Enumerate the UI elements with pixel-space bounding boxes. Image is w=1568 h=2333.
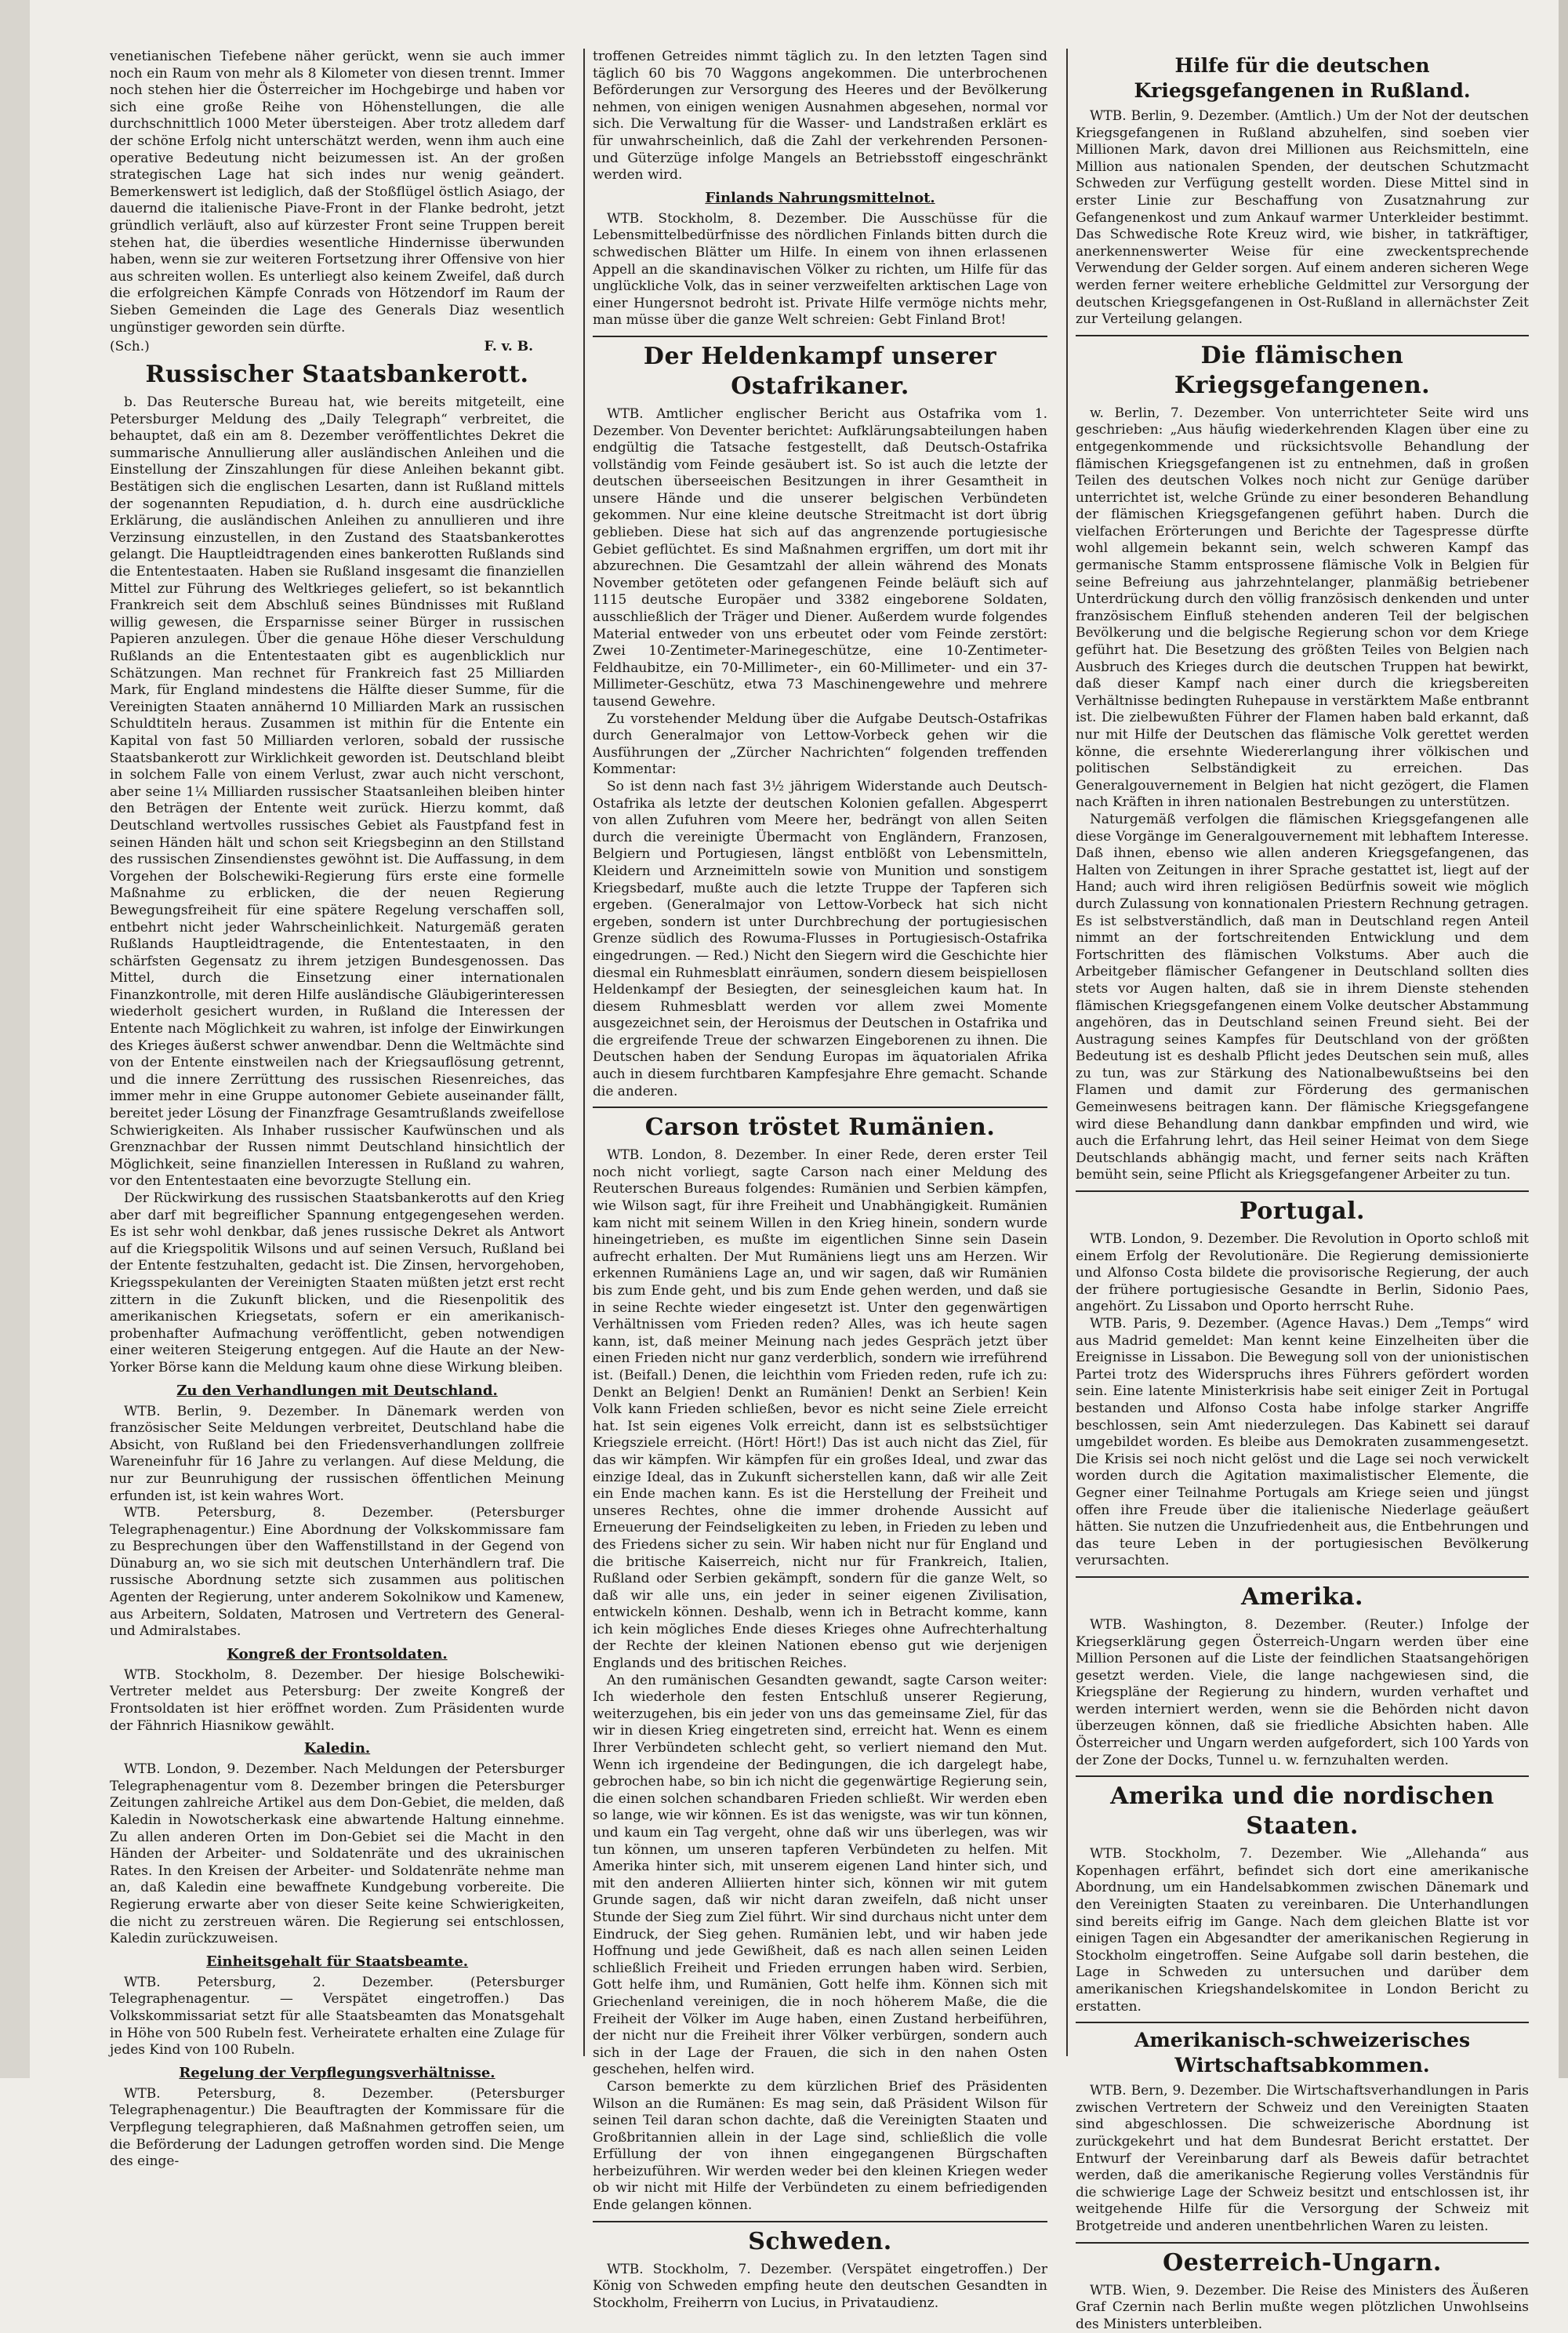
article-paragraph: WTB. Stockholm, 7. Dezember. Wie „Allehanda“ aus Kopenhagen erfährt, befindet sich dort eine amerikanische Abordnung, um ein Handelsabkommen zwischen Dänemark und den Vereinigten Staaten zu vereinbaren. Die Unterhandlungen sind bereits eifrig im Gange. Nach dem gleichen Blatte ist vor einigen Tagen ein Abgesandter der amerikanischen Regierung in Stockholm eingetroffen. Seine Aufgabe soll darin bestehen, die Lage in Schweden zu untersuchen und darüber dem amerikanischen Kriegshandelskomitee in London Bericht zu erstatten. (1076, 1846, 1529, 2015)
headline-swiss-agreement: Amerikanisch-schweizerisches Wirtschaftsabkommen. (1134, 2029, 1471, 2077)
article-paragraph: WTB. London, 8. Dezember. In einer Rede, deren erster Teil noch nicht vorliegt, sagte Carson nach einer Meldung des Reuterschen Bureaus folgendes: Rumänien und Serbien kämpfen, wie Wilson sagt, für ihre Freiheit und Unabhängigkeit. Rumänien kam nicht mit seinem Willen in den Krieg hinein, sondern wurde hineingetrieben, es mußte im eigentlichen Sinne sein Dasein aufrecht erhalten. Der Mut Rumäniens liegt uns am Herzen. Wir erkennen Rumäniens Lage an, und wir sagen, daß wir Rumänien bis zum Ende geht, und bis zum Ende gehen werden, und daß sie in seine Rechte wieder eingesetzt ist. Unter den gegenwärtigen Verhältnissen vom Frieden reden? Alles, was ich heute sagen kann, ist, daß meiner Meinung nach jedes Gespräch jetzt über einen Frieden nicht nur ganz verderblich, sondern wie irreführend ist. (Beifall.) Denen, die leichthin vom Frieden reden, rufe ich zu: Denkt an Belgien! Denkt an Rumänien! Denkt an Serbien! Kein Volk kann Frieden schließen, bevor es nicht seine Ziele erreicht hat. Ist sein eigenes Volk erreicht, dann ist es selbstsüchtiger Kriegsziele erreicht. (Hört! Hört!) Das ist auch nicht das Ziel, für das wir kämpfen. Wir kämpfen für ein großes Ideal, und zwar das einzige Ideal, das in Zukunft sicherstellen kann, daß wir alle Zeit ein Ende machen kann. Es ist die Herstellung der Freiheit und unseres Rechtes, ohne die immer drohende Aussicht auf Erneuerung der Feindseligkeiten zu leben, in Frieden zu leben und des Friedens sicher zu sein. Wir haben nicht nur für England und die britische Kaiserreich, nicht nur für Frankreich, Italien, Rußland oder Serbien gekämpft, sondern für die ganze Welt, so daß wir alle uns, ein jeder in seiner eigenen Zivilisation, entwickeln können. Deshalb, wenn ich in Betracht komme, kann ich kein mögliches Ende dieses Krieges ohne Aufrechterhaltung der Rechte der kleinen Nationen ebenso gut wie derjenigen Englands und des britischen Reiches. (593, 1147, 1048, 1672)
article-paragraph: WTB. London, 9. Dezember. Nach Meldungen der Petersburger Telegraphenagentur vom 8. Dezember bringen die Petersburger Zeitungen zahlreiche Artikel aus dem Don-Gebiet, die melden, daß Kaledin in Nowotscherkask eine abwartende Haltung einnehme. Zu allen anderen Orten im Don-Gebiet sei die Macht in den Händen der Arbeiter- und Soldatenräte und des ukrainischen Rates. In den Kreisen der Arbeiter- und Soldatenräte nehme man an, daß Kaledin eine bewaffnete Kundgebung vorbereite. Die Regierung erwarte aber von dieser Seite keine Schwierigkeiten, die nicht zu zerstreuen wären. Die Regierung sei entschlossen, Kaledin zurückzuweisen. (110, 1761, 564, 1947)
subheading-finland-food: Finlands Nahrungsmittelnot. (705, 189, 935, 206)
article-signature (110, 338, 564, 355)
article-paragraph: Der Rückwirkung des russischen Staatsbankerotts auf den Krieg aber darf mit begreiflicher Spannung entgegengesehen werden. Es ist sehr wohl denkbar, daß jenes russische Dekret als Antwort auf die Kriegspolitik Wilsons und auf seinen Versuch, Rußland bei der Entente festzuhalten, gedacht ist. Die Zinsen, hervorgehoben, Kriegsspekulanten der Vereinigten Staaten müßten jetzt erst recht zittern in die Zukunft blicken, und die Riesenpolitik des amerikanischen Kriegsetats, sofern er ein amerikanisch-probenhafter Aufmachung veröffentlicht, geben notwendigen einer weiteren Steigerung entgegen. Auf die Haute an der New-Yorker Börse kann die Meldung kaum ohne diese Wirkung bleiben. (110, 1190, 564, 1375)
headline-east-africa: Der Heldenkampf unserer Ostafrikaner. (643, 342, 997, 400)
column-middle (593, 49, 1048, 2311)
article-paragraph: WTB. Paris, 9. Dezember. (Agence Havas.) Dem „Temps“ wird aus Madrid gemeldet: Man kennt keine Einzelheiten über die Ereignisse in Lissabon. Die Bewegung soll von der unionistischen Partei trotz des Widerspruchs ihres Führers gefördert worden sein. Eine latente Ministerkrisis habe seit einiger Zeit in Portugal bestanden und Alfonso Costa habe infolge starker Angriffe beschlossen, sein Amt niederzulegen. Das Kabinett sei darauf umgebildet worden. Es bleibe aus Demokraten zusammengesetzt. Die Krisis sei noch nicht gelöst und die Lage sei noch verwickelt worden durch die Agitation maximalistischer Elemente, die Gegner einer Teilnahme Portugals am Kriege seien und jüngst offen ihre Freude über die italienische Niederlage geäußert hätten. Sie nutzen die Unzufriedenheit aus, die Entbehrungen und das teure Leben in der portugiesischen Bevölkerung verursachten. (1076, 1316, 1529, 1569)
headline-russian-bankruptcy: Russischer Staatsbankerott. (145, 361, 529, 389)
article-paragraph: Naturgemäß verfolgen die flämischen Kriegsgefangenen alle diese Vorgänge im Generalgouvernement mit lebhaftem Interesse. Daß ihnen, ebenso wie allen anderen Kriegsgefangenen, das Halten von Zeitungen in ihrer Sprache gestattet ist, liegt auf der Hand; auch wird ihren religiösen Bedürfnis soweit wie möglich durch Zulassung von konnationalen Priestern Rechnung getragen. Es ist selbstverständlich, daß man in Deutschland regen Anteil nimmt an der fortschreitenden Entwicklung und dem Fortschritten des flämischen Volkstums. Aber auch die Arbeitgeber flämischer Gefangener in Deutschland sollten dies stets vor Augen halten, daß sie in ihrem Dienste stehenden flämischen Kriegsgefangenen einem Volke deutscher Abstammung angehören, das in Deutschland seinen Freund sieht. Bei der Austragung seines Kampfes für Deutschland von der größten Bedeutung ist es deshalb Pflicht jedes Deutschen sein muß, alles zu tun, was zur Stärkung des Nationalbewußtseins bei den Flamen und damit zur Förderung des germanischen Gemeinwesens beitragen kann. Der flämische Kriegsgefangene wird diese Behandlung dann dankbar empfinden und wird, wie auch die Erfahrung lehrt, das Heil seiner Heimat von dem Siege Deutschlands abhängig macht, und ferner seits nach Kräften bemüht sein, seine Pflicht als Kriegsgefangener Arbeiter zu tun. (1076, 811, 1529, 1183)
article-continuation: troffenen Getreides nimmt täglich zu. In den letzten Tagen sind täglich 60 bis 70 Waggons angekommen. Die unterbrochenen Beförderungen zur Versorgung des Heeres und der Bevölkerung nehmen, von einigen wenigen Ausnahmen abgesehen, normal vor sich. Die Verwaltung für die Wasser- und Landstraßen erklärt es für unwahrscheinlich, daß die Zahl der verkehrenden Personen- und Güterzüge infolge Mangels an Betriebsstoff eingeschränkt werden wird. (593, 49, 1047, 184)
headline-sweden: Schweden. (748, 2227, 892, 2255)
article-paragraph: WTB. Stockholm, 8. Dezember. Die Ausschüsse für die Lebensmittelbedürfnisse des nördlichen Finlands bitten durch die schwedischen Blätter um Hilfe. In einem von ihnen erlassenen Appell an die skandinavischen Völker zu richten, um Hilfe für das unglückliche Volk, das in seiner verzweifelten arktischen Lage von einer Hungersnot bedroht ist. Private Hilfe vermöge nichts mehr, man müsse über die ganze Welt schreien: Gebt Finland Brot! (593, 210, 1047, 329)
headline-america-nordic: Amerika und die nordischen Staaten. (1110, 1782, 1494, 1841)
headline-austria-hungary: Oesterreich-Ungarn. (1163, 2248, 1442, 2277)
article-paragraph: Carson bemerkte zu dem kürzlichen Brief des Präsidenten Wilson an die Rumänen: Es mag sein, daß Präsident Wilson für seinen Teil daran schon dachte, daß die Vereinigten Staaten und Großbritannien allein in der Lage sind, schließlich die volle Erfüllung der von ihnen eingegangenen Bürgschaften herbeizuführen. Wir werden weder bei den kleinen Kriegen weder ob wir nicht mit Hilfe der Verbündeten zu einem befriedigenden Ende gelangen können. (593, 2078, 1047, 2214)
subheading-salary: Einheitsgehalt für Staatsbeamte. (205, 1953, 469, 1970)
article-paragraph: So ist denn nach fast 3½ jährigem Widerstande auch Deutsch-Ostafrika als letzte der deutschen Kolonien gefallen. Abgesperrt von allen Zufuhren vom Meere her, bedrängt von allen Seiten durch die vereinigte Übermacht von Engländern, Franzosen, Belgiern und Portugiesen, längst entblößt von Lebensmitteln, Kleidern und Arzneimitteln sowie von Munition und sonstigem Kriegsbedarf, mußte auch die letzte Truppe der Tapferen sich ergeben. (Generalmajor von Lettow-Vorbeck hat sich nicht ergeben, sondern ist unter Durchbrechung der portugiesischen Grenze südlich des Rowuma-Flusses in Portugiesisch-Ostafrika eingedrungen. — Red.) Nicht den Siegern wird die Geschichte hier diesmal ein Ruhmesblatt einräumen, sondern diesem beispiellosen Heldenkampf der Besiegten, der seinesgleichen kaum hat. In diesem Ruhmesblatt werden vor allem zwei Momente ausgezeichnet sein, der Heroismus der Deutschen in Ostafrika und die ergreifende Treue der schwarzen Eingeborenen zu ihnen. Die Deutschen haben der Sendung Europas im äquatorialen Afrika auch in diesem furchtbaren Kampfesjahre Ehre gemacht. Schande die anderen. (593, 778, 1047, 1099)
subheading-kaledin: Kaledin. (303, 1740, 371, 1757)
article-paragraph: w. Berlin, 7. Dezember. Von unterrichteter Seite wird uns geschrieben: „Aus häufig wiederkehrenden Klagen über eine zu entgegenkommende und rücksichtsvolle Behandlung der flämischen Kriegsgefangenen ist zu entnehmen, daß in großen Teilen des deutschen Volkes noch nicht zur Genüge darüber unterrichtet ist, welche Gründe zu einer besonderen Behandlung der flämischen Kriegsgefangenen geführt haben. Durch die vielfachen Erörterungen und Berichte der Tagespresse dürfte wohl allgemein bekannt sein, welch schweren Kampf das germanische Stamm entsprossene flämische Volk in Belgien für seine Befreiung aus jahrzehntelanger, planmäßig betriebener Unterdrückung durch den völlig französisch denkenden und unter französischem Einfluß stehenden anderen Teil der belgischen Bevölkerung und die belgische Regierung schon vor dem Kriege geführt hat. Die Besetzung des größten Teiles von Belgien nach Ausbruch des Krieges durch die deutschen Truppen hat bewirkt, daß dieser Kampf nach einer durch die kriegsbereiten Verhältnisse bedingten Ruhepause in verstärktem Maße entbrannt ist. Die zielbewußten Führer der Flamen haben bald erkannt, daß nur mit Hilfe der Deutschen das flämische Volk gerettet werden könne, die ersehnte Wiedererlangung ihrer völkischen und politischen Selbständigkeit zu erreichen. Das Generalgouvernement in Belgien hat nicht gezögert, die Flamen nach Kräften in ihren nationalen Bestrebungen zu unterstützen. (1076, 405, 1529, 811)
column-divider (583, 49, 585, 2056)
article-paragraph: WTB. Stockholm, 7. Dezember. (Verspätet eingetroffen.) Der König von Schweden empfing heute den deutschen Gesandten in Stockholm, Freiherrn von Lucius, in Privataudienz. (593, 2261, 1047, 2311)
article-paragraph: An den rumänischen Gesandten gewandt, sagte Carson weiter: Ich wiederhole den festen Entschluß unserer Regierung, weiterzugehen, bis ein jeder von uns das gemeinsame Ziel, für das wir in diesen Krieg eingetreten sind, erreicht hat. Wenn es einem Ihrer Verbündeten schlecht geht, so verliert niemand den Mut. Wenn ich irgendeine der Bedingungen, die ich dargelegt habe, gebrochen habe, so bin ich nicht die gegenwärtige Regierung sein, die einen solchen schandbaren Frieden schließt. Wir werden eben so lange, wie wir können. Es ist das wenigste, was wir tun können, und kaum ein Tag vergeht, ohne daß wir uns überlegen, was wir tun können, um unseren tapferen Verbündeten zu helfen. Mit Amerika hinter sich, mit unserem eigenen Land hinter sich, und mit den anderen Alliierten hinter sich, können wir mit gutem Grunde sagen, daß wir nicht daran zweifeln, daß nicht unser Stunde der Sieg zum Ziel führt. Wir sind durchaus nicht unter dem Eindruck, der Sieg gehen. Rumänien lebt, und wir haben jede Hoffnung und jede Gewißheit, daß es nach allen seinen Leiden schließlich Freiheit und Frieden errungen haben wird. Serbien, Gott helfe ihm, und Rumänien, Gott helfe ihm. Können sich mit Griechenland vereinigen, die in noch höherem Maße, die die Freiheit der Völker im Auge haben, einen Zustand herbeiführen, der nicht nur die Freiheit ihrer Völker verbürgen, sondern auch sich in der Lage der Frauen, die sich in den nahen Osten geschehen, helfen wird. (593, 1672, 1047, 2078)
headline-carson-romania: Carson tröstet Rumänien. (644, 1114, 996, 1142)
section-divider (1076, 2022, 1529, 2023)
column-divider (1066, 49, 1068, 2056)
section-divider (1076, 335, 1529, 336)
section-divider (593, 2221, 1047, 2222)
author-initials: F. v. B. (484, 339, 533, 355)
newspaper-page (110, 49, 1529, 2332)
section-divider (593, 336, 1047, 337)
section-divider (1076, 1190, 1529, 1192)
subheading-negotiations: Zu den Verhandlungen mit Deutschland. (176, 1382, 498, 1399)
article-paragraph: WTB. Petersburg, 8. Dezember. (Petersburger Telegraphenagentur.) Eine Abordnung der Volkskommissare fam zu Besprechungen über den Waffenstillstand in der Gegend von Dünaburg an, wo sie sich mit deutschen Unterhändlern traf. Die russische Abordnung setzte sich zusammen aus politischen Agenten der Regierung, unter anderem Sokolnikow und Kamenew, aus Arbeitern, Soldaten, Matrosen und Vertretern des General- und Admiralstabes. (110, 1505, 564, 1640)
section-divider (1076, 2242, 1529, 2244)
headline-portugal: Portugal. (1240, 1197, 1365, 1226)
article-paragraph: WTB. London, 9. Dezember. Die Revolution in Oporto schloß mit einem Erfolg der Revolutionäre. Die Regierung demissionierte und Alfonso Costa bildete die provisorische Regierung, der auch der frühere portugiesische Gesandte in Berlin, Sidonio Paes, angehört. Zu Lissabon und Oporto herrscht Ruhe. (1076, 1231, 1529, 1315)
subheading-provisions: Regelung der Verpflegungsverhältnisse. (179, 2064, 495, 2081)
article-continuation: venetianischen Tiefebene näher gerückt, wenn sie auch immer noch ein Raum von mehr als 8 Kilometer von diesen trennt. Immer noch stehen hier die Österreicher im Hochgebirge und haben vor sich eine große Reihe von Höhenstellungen, die alle durchschnittlich 1000 Meter übersteigen. Aber trotz alledem darf der schöne Erfolg nicht unterschätzt werden, wenn ihm auch eine operative Bedeutung nicht beizumessen ist. An der großen strategischen Lage hat sich indes nur wenig geändert. Bemerkenswert ist lediglich, daß der Stoßflügel östlich Asiago, der dauernd die italienische Piave-Front in der Flanke bedroht, jetzt gründlich verläuft, also auf kürzester Front seine Truppen bereit stehen hat, die überdies wesentliche Hindernisse überwunden haben, wenn sie zur weiteren Fortsetzung ihrer Offensive von hier aus schreiten wollen. Es unterliegt also keinem Zweifel, daß durch die erfolgreichen Kämpfe Conrads von Hötzendorf im Raum der Sieben Gemeinden die Lage des Generals Diaz wesentlich ungünstiger geworden sein dürfte. (110, 49, 564, 336)
headline-pow-help: Hilfe für die deutschen Kriegsgefangenen in Rußland. (1134, 54, 1471, 102)
article-paragraph: WTB. Bern, 9. Dezember. Die Wirtschaftsverhandlungen in Paris zwischen Vertretern der Schweiz und den Vereinigten Staaten sind abgeschlossen. Die schweizerische Abordnung ist zurückgekehrt und hat dem Bundesrat Bericht erstattet. Der Entwurf der Vereinbarung darf als Beweis dafür betrachtet werden, daß die amerikanische Regierung volles Verständnis für die schwierige Lage der Schweiz besitzt und entschlossen ist, ihr weitgehende Hilfe für die Versorgung der Schweiz mit Brotgetreide und anderen unentbehrlichen Waren zu leisten. (1076, 2083, 1529, 2234)
article-paragraph: WTB. Washington, 8. Dezember. (Reuter.) Infolge der Kriegserklärung gegen Österreich-Ungarn werden über eine Million Personen auf die Liste der feindlichen Staatsangehörigen gesetzt werden. Viele, die lange nachgewiesen sind, die Kriegspläne der Regierung zu hindern, wurden verhaftet und werden interniert werden, wenn sie die Behörden nicht davon überzeugen können, daß sie friedliche Absichten haben. Alle Österreicher und Ungarn werden aufgefordert, sich 100 Yards von der Zone der Docks, Tunnel u. w. fernzuhalten werden. (1076, 1616, 1529, 1768)
subheading-front-soldiers: Kongreß der Frontsoldaten. (227, 1645, 448, 1663)
section-divider (1076, 1576, 1529, 1578)
article-paragraph: WTB. Wien, 9. Dezember. Die Reise des Ministers des Äußeren Graf Czernin nach Berlin mußte wegen plötzlichen Unwohlseins des Ministers unterbleiben. (1076, 2282, 1529, 2332)
headline-america: Amerika. (1241, 1583, 1363, 1611)
headline-flemish-pows: Die flämischen Kriegsgefangenen. (1174, 341, 1431, 399)
article-paragraph: Zu vorstehender Meldung über die Aufgabe Deutsch-Ostafrikas durch Generalmajor von Lettow-Vorbeck gehen wir die Ausführungen der „Zürcher Nachrichten“ folgenden treffenden Kommentar: (593, 710, 1047, 778)
section-divider (1076, 1775, 1529, 1777)
article-paragraph: WTB. Stockholm, 8. Dezember. Der hiesige Bolschewiki-Vertreter meldet aus Petersburg: Der zweite Kongreß der Frontsoldaten ist hier eröffnet worden. Zum Präsidenten wurde der Fähnrich Hiasnikow gewählt. (110, 1666, 564, 1734)
column-left (110, 49, 564, 2170)
source-note: (Sch.) (110, 339, 150, 355)
article-paragraph: WTB. Amtlicher englischer Bericht aus Ostafrika vom 1. Dezember. Von Deventer berichtet: Aufklärungsabteilungen haben endgültig die Tatsache festgestellt, daß Deutsch-Ostafrika vollständig vom Feinde gesäubert ist. So ist auch die letzte der deutschen überseeischen Besitzungen in ihrer Gesamtheit in unsere Hände und die unserer belgischen Verbündeten gekommen. Nur eine kleine deutsche Streitmacht ist dort übrig geblieben. Diese hat sich auf das angrenzende portugiesische Gebiet geflüchtet. Es sind Maßnahmen ergriffen, um dort mit ihr abzurechnen. Die Gesamtzahl der allein während des Monats November getöteten oder gefangenen Feinde beläuft sich auf 1115 deutsche Europäer und 3382 eingeborene Soldaten, ausschließlich der Träger und Diener. Außerdem wurde folgendes Material entweder von uns erbeutet oder vom Feinde zerstört: Zwei 10-Zentimeter-Marinegeschütze, eine 10-Zentimeter-Feldhaubitze, ein 70-Millimeter-, ein 60-Millimeter- und ein 37-Millimeter-Geschütz, etwa 73 Maschinengewehre und mehrere tausend Gewehre. (593, 405, 1047, 710)
section-divider (593, 1107, 1047, 1108)
article-paragraph: WTB. Petersburg, 2. Dezember. (Petersburger Telegraphenagentur. — Verspätet eingetroffen.) Das Volkskommissariat setzt für alle Staatsbeamten das Monatsgehalt in Höhe von 500 Rubeln fest. Verheiratete erhalten eine Zulage für jedes Kind von 100 Rubeln. (110, 1974, 564, 2059)
article-paragraph: WTB. Berlin, 9. Dezember. In Dänemark werden von französischer Seite Meldungen verbreitet, Deutschland habe die Absicht, von Rußland bei den Friedensverhandlungen zollfreie Wareneinfuhr für 16 Jahre zu verlangen. Auf diese Meldung, die nur zur Beunruhigung der russischen öffentlichen Meinung erfunden ist, ist kein wahres Wort. (110, 1403, 564, 1504)
article-paragraph: WTB. Berlin, 9. Dezember. (Amtlich.) Um der Not der deutschen Kriegsgefangenen in Rußland abzuhelfen, sind soeben vier Millionen Mark, davon drei Millionen aus Reichsmitteln, eine Million aus nationalen Spenden, der deutschen Schutzmacht Schweden zur Verfügung gestellt worden. Diese Mittel sind in erster Linie zur Beschaffung von Zusatznahrung zur Gefangenenkost und zum Ankauf warmer Unterkleider bestimmt. Das Schwedische Rote Kreuz wird, wie bisher, in tatkräftiger, anerkennenswerter Weise für eine zweckentsprechende Verwendung der Gelder sorgen. Auf einem anderen sicheren Wege werden ferner weitere erhebliche Geldmittel zur Versorgung der deutschen Kriegsgefangenen in Ost-Rußland in allernächster Zeit zur Verteilung gelangen. (1076, 108, 1529, 328)
article-paragraph: b. Das Reutersche Bureau hat, wie bereits mitgeteilt, eine Petersburger Meldung des „Daily Telegraph“ verbreitet, die behauptet, daß ein am 8. Dezember veröffentlichtes Dekret die summarische Annullierung aller ausländischen Anleihen und die Einstellung der Zinszahlungen für diese Anleihen bekannt gibt. Bestätigen sich die englischen Lesarten, dann ist Rußland mittels der sogenannten Repudiation, d. h. durch eine ausdrückliche Erklärung, die ausländischen Anleihen zu annullieren und ihre Verzinsung einzustellen, in den Zustand des Staatsbankerottes gelangt. Die Hauptleidtragenden eines bankerotten Rußlands sind die Ententestaaten. Haben sie Rußland insgesamt die finanziellen Mittel zur Führung des Weltkrieges geliefert, so ist bekanntlich Frankreich seit dem Abschluß seines Bündnisses mit Rußland willig gewesen, die Ersparnisse seiner Bürger in russischen Papieren anzulegen. Über die genaue Höhe dieser Verschuldung Rußlands an die Ententestaaten gibt es augenblicklich nur Schätzungen. Man rechnet für Frankreich fast 25 Milliarden Mark, für England mindestens die Hälfte dieser Summe, für die Vereinigten Staaten annähernd 10 Milliarden Mark an russischen Schuldtiteln heraus. Zusammen ist mithin für die Entente ein Kapital von fast 50 Milliarden verloren, sobald der russische Staatsbankerott zur Wirklichkeit geworden ist. Deutschland bleibt in solchem Falle von einem Verlust, zwar auch nicht verschont, aber seine 1¼ Milliarden russischer Staatsanleihen bleiben hinter den Beträgen der Entente weit zurück. Hierzu kommt, daß Deutschland wertvolles russisches Gebiet als Faustpfand fest in seinen Händen hält und schon seit Kriegsbeginn an den Stillstand des russischen Zinsendienstes gewöhnt ist. Die Auffassung, in dem Vorgehen der Bolschewiki-Regierung fürs erste eine formelle Maßnahme zu erblicken, die der neuen Regierung Bewegungsfreiheit für eine spätere Regelung verschaffen soll, entbehrt nicht jeder Wahrscheinlichkeit. Naturgemäß geraten Rußlands Hauptleidtragende, die Ententestaaten, in den schärfsten Gegensatz zu ihrem jetzigen Bundesgenossen. Das Mittel, durch die Einsetzung einer internationalen Finanzkontrolle, mit deren Hilfe ausländische Gläubigerinteressen wiederholt gesichert wurden, in Rußland die Interessen der Entente nach Möglichkeit zu wahren, ist infolge der Einwirkungen des Krieges äußerst schwer anwendbar. Denn die Weltmächte sind von der Entente einstweilen nach der Kriegsauflösung getrennt, und die innere Zerrüttung des russischen Riesenreiches, das immer mehr in eine Gruppe autonomer Gebiete auseinander fällt, bereitet jeder Lösung der Finanzfrage Gesamtrußlands zweifellose Schwierigkeiten. Als Inhaber russischer Kaufwünschen und als Grenznachbar der Russen nimmt Deutschland hinsichtlich der Möglichkeit, seine finanziellen Interessen in Rußland zu wahren, vor den Ententestaaten eine bevorzugte Stellung ein. (110, 394, 564, 1190)
article-paragraph: WTB. Petersburg, 8. Dezember. (Petersburger Telegraphenagentur.) Die Beauftragten der Kommissare für die Verpflegung telegraphieren, daß Maßnahmen getroffen seien, um die Beförderung der Ladungen getroffen worden sind. Die Menge des einge- (110, 2085, 564, 2170)
column-right (1076, 49, 1529, 2332)
